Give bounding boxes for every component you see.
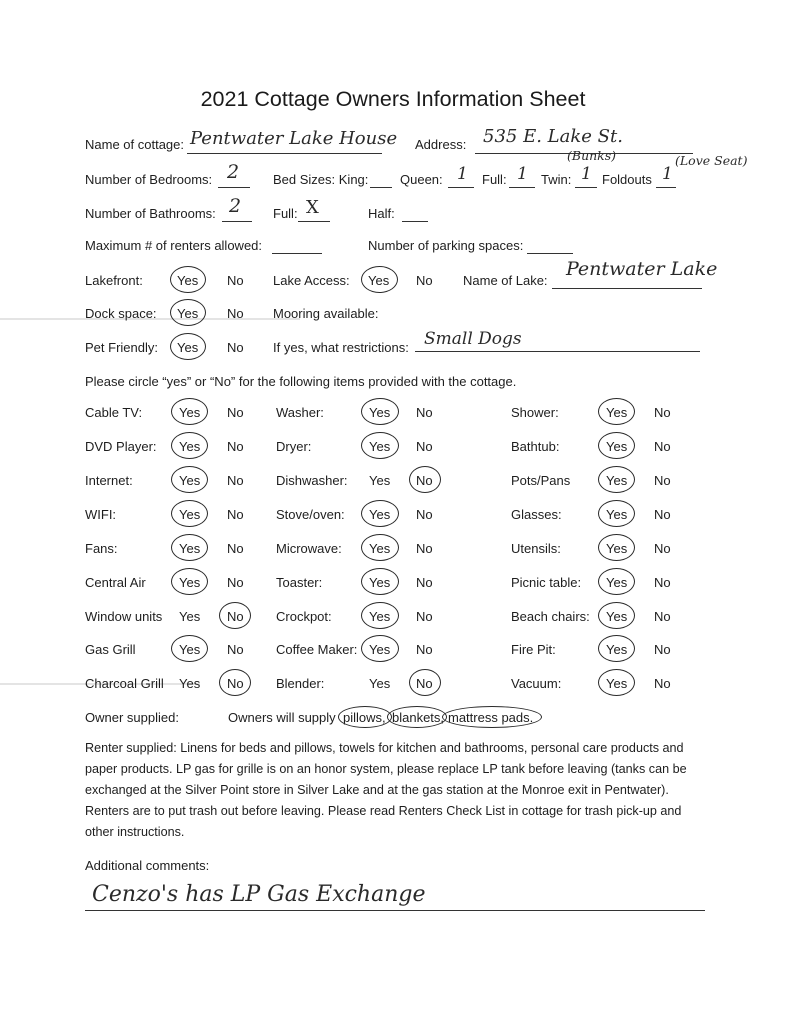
bedrooms-label: Number of Bedrooms:: [85, 172, 213, 187]
amenity-yes: Yes: [369, 676, 391, 691]
blankets-circle: [387, 706, 447, 728]
parking-label: Number of parking spaces:: [368, 238, 524, 253]
amenity-label: Fire Pit:: [511, 642, 556, 657]
answer-circle: [598, 635, 635, 662]
amenity-label: Washer:: [276, 405, 324, 420]
amenity-no: No: [416, 609, 433, 624]
answer-circle: [598, 669, 635, 696]
answer-circle: [171, 534, 208, 561]
king-line: [370, 187, 392, 188]
dock-yes: Yes: [177, 306, 199, 321]
answer-circle: [598, 398, 635, 425]
amenity-yes: Yes: [369, 609, 391, 624]
amenity-no: No: [416, 676, 433, 691]
amenity-no: No: [227, 405, 244, 420]
amenity-label: Charcoal Grill: [85, 676, 164, 691]
amenity-yes: Yes: [606, 541, 628, 556]
pet-label: Pet Friendly:: [85, 340, 158, 355]
dock-label: Dock space:: [85, 306, 157, 321]
answer-circle: [598, 534, 635, 561]
amenity-label: DVD Player:: [85, 439, 157, 454]
amenity-no: No: [416, 575, 433, 590]
amenity-no: No: [227, 575, 244, 590]
lakefront-label: Lakefront:: [85, 273, 143, 288]
amenity-label: Bathtub:: [511, 439, 560, 454]
amenity-label: Fans:: [85, 541, 118, 556]
half-line: [402, 221, 428, 222]
amenity-label: Coffee Maker:: [276, 642, 358, 657]
amenity-label: Shower:: [511, 405, 559, 420]
max-renters-label: Maximum # of renters allowed:: [85, 238, 263, 253]
dock-no: No: [227, 306, 244, 321]
amenity-yes: Yes: [179, 676, 201, 691]
amenity-yes: Yes: [606, 507, 628, 522]
amenity-yes: Yes: [606, 405, 628, 420]
amenity-label: Beach chairs:: [511, 609, 590, 624]
amenity-yes: Yes: [179, 575, 201, 590]
renter-supplied-paragraph: Renter supplied: Linens for beds and pillows, towels for kitchen and bathrooms, personal care products and paper products. LP gas for grille is on an honor system, please replace LP tank before leaving (tanks can be exchanged at the Silver Point store in Silver Lake and at the gas station at the Monroe exit in Pentwater). Renters are to put trash out before leaving. Please read Renters Check List in cottage for trash pick-up and other instructions.: [85, 741, 687, 839]
cottage-name-label: Name of cottage:: [85, 137, 184, 152]
parking-line: [527, 253, 573, 254]
foldouts-label: Foldouts: [602, 172, 652, 187]
amenity-label: Dryer:: [276, 439, 312, 454]
answer-circle: [171, 500, 208, 527]
pet-yes: Yes: [177, 340, 199, 355]
bath-full-value: X: [306, 197, 319, 218]
amenity-no: No: [654, 642, 671, 657]
answer-circle: [361, 602, 399, 629]
amenity-yes: Yes: [179, 541, 201, 556]
amenity-no: No: [654, 473, 671, 488]
pet-restrictions-label: If yes, what restrictions:: [273, 340, 409, 355]
answer-circle: [171, 635, 208, 662]
amenity-yes: Yes: [606, 642, 628, 657]
amenity-label: Gas Grill: [85, 642, 136, 657]
amenity-yes: Yes: [369, 473, 391, 488]
amenity-label: Window units: [85, 609, 163, 624]
bath-full-line: [298, 221, 330, 222]
additional-comments-label: Additional comments:: [85, 858, 210, 873]
amenity-label: Blender:: [276, 676, 325, 691]
answer-circle: [598, 432, 635, 459]
pet-yes-circle: [170, 333, 206, 360]
amenity-label: Internet:: [85, 473, 133, 488]
amenity-no: No: [227, 507, 244, 522]
amenity-no: No: [654, 541, 671, 556]
mattress-circle: [442, 706, 542, 728]
amenity-yes: Yes: [369, 405, 391, 420]
additional-comments-value: Cenzo's has LP Gas Exchange: [92, 882, 426, 907]
amenity-yes: Yes: [606, 473, 628, 488]
lakefront-yes-circle: [170, 266, 206, 293]
amenity-label: Crockpot:: [276, 609, 332, 624]
bed-sizes-label: Bed Sizes: King:: [273, 172, 369, 187]
address-label: Address:: [415, 137, 467, 152]
answer-circle: [361, 635, 399, 662]
answer-circle: [598, 500, 635, 527]
lake-access-yes-circle: [361, 266, 398, 293]
amenity-label: Glasses:: [511, 507, 562, 522]
amenity-no: No: [227, 439, 244, 454]
dock-yes-circle: [170, 299, 206, 326]
amenity-yes: Yes: [179, 405, 201, 420]
amenity-yes: Yes: [369, 541, 391, 556]
twin-label: Twin:: [541, 172, 572, 187]
full-line: [509, 187, 535, 188]
queen-value: 1: [457, 164, 468, 184]
amenity-no: No: [227, 473, 244, 488]
amenity-label: Central Air: [85, 575, 146, 590]
address-value: 535 E. Lake St.: [483, 126, 623, 147]
answer-circle: [361, 500, 399, 527]
amenity-no: No: [654, 609, 671, 624]
amenity-yes: Yes: [369, 575, 391, 590]
answer-circle: [171, 432, 208, 459]
owner-supplied-label: Owner supplied:: [85, 710, 179, 725]
amenity-yes: Yes: [179, 507, 201, 522]
pet-no: No: [227, 340, 244, 355]
amenity-label: WIFI:: [85, 507, 117, 522]
answer-circle: [219, 602, 251, 629]
page-title: 2021 Cottage Owners Information Sheet: [200, 87, 586, 111]
lake-name-label: Name of Lake:: [463, 273, 548, 288]
lakefront-yes: Yes: [177, 273, 199, 288]
amenity-no: No: [654, 575, 671, 590]
answer-circle: [171, 398, 208, 425]
amenity-no: No: [416, 541, 433, 556]
amenity-yes: Yes: [606, 609, 628, 624]
bedrooms-line: [218, 187, 250, 188]
amenity-no: No: [227, 642, 244, 657]
bathrooms-value: 2: [229, 195, 242, 217]
pet-restrictions-line: [415, 351, 700, 352]
amenity-yes: Yes: [369, 507, 391, 522]
pillows-circle: [338, 706, 392, 728]
lake-name-value: Pentwater Lake: [566, 258, 718, 280]
amenity-label: Dishwasher:: [276, 473, 348, 488]
twin-line: [575, 187, 597, 188]
answer-circle: [409, 466, 441, 493]
answer-circle: [361, 568, 399, 595]
instructions: Please circle “yes” or “No” for the following items provided with the cottage.: [85, 374, 517, 389]
amenity-yes: Yes: [606, 676, 628, 691]
amenity-no: No: [416, 642, 433, 657]
amenity-no: No: [416, 439, 433, 454]
amenity-no: No: [416, 473, 433, 488]
bath-full-label: Full:: [273, 206, 298, 221]
amenity-no: No: [227, 676, 244, 691]
answer-circle: [219, 669, 251, 696]
twin-value: 1: [581, 164, 592, 184]
half-label: Half:: [368, 206, 395, 221]
bedrooms-value: 2: [227, 161, 240, 183]
mooring-label: Mooring available:: [273, 306, 379, 321]
amenity-yes: Yes: [179, 642, 201, 657]
foldouts-line: [656, 187, 676, 188]
answer-circle: [598, 466, 635, 493]
answer-circle: [171, 568, 208, 595]
amenity-label: Picnic table:: [511, 575, 582, 590]
amenity-no: No: [654, 439, 671, 454]
amenity-label: Vacuum:: [511, 676, 562, 691]
answer-circle: [598, 568, 635, 595]
bathrooms-line: [222, 221, 252, 222]
amenity-label: Utensils:: [511, 541, 561, 556]
queen-label: Queen:: [400, 172, 443, 187]
foldouts-value: 1: [662, 164, 673, 184]
additional-comments-line: [85, 910, 705, 911]
twin-note: (Bunks): [567, 148, 617, 163]
lake-access-no: No: [416, 273, 433, 288]
lake-name-line: [552, 288, 702, 289]
answer-circle: [361, 432, 399, 459]
amenity-label: Microwave:: [276, 541, 342, 556]
amenity-no: No: [654, 405, 671, 420]
amenity-no: No: [416, 507, 433, 522]
amenity-yes: Yes: [179, 473, 201, 488]
amenity-label: Stove/oven:: [276, 507, 345, 522]
owner-supplied-prefix: Owners will supply: [228, 710, 336, 725]
answer-circle: [361, 398, 399, 425]
queen-line: [448, 187, 474, 188]
cottage-name-line: [187, 153, 382, 154]
amenity-yes: Yes: [606, 439, 628, 454]
amenity-no: No: [227, 609, 244, 624]
foldouts-note: (Love Seat): [675, 153, 748, 168]
amenity-label: Cable TV:: [85, 405, 143, 420]
amenity-yes: Yes: [179, 439, 201, 454]
bathrooms-label: Number of Bathrooms:: [85, 206, 216, 221]
lakefront-no: No: [227, 273, 244, 288]
amenity-no: No: [654, 507, 671, 522]
amenity-no: No: [416, 405, 433, 420]
lake-access-label: Lake Access:: [273, 273, 350, 288]
amenity-yes: Yes: [369, 642, 391, 657]
full-label: Full:: [482, 172, 507, 187]
amenity-no: No: [654, 676, 671, 691]
owner-item-pillows: pillows,: [343, 710, 386, 725]
owner-item-mattress: mattress pads.: [448, 710, 534, 725]
amenity-no: No: [227, 541, 244, 556]
pet-restrictions-value: Small Dogs: [424, 329, 522, 349]
answer-circle: [598, 602, 635, 629]
owner-item-blankets: blankets,: [392, 710, 445, 725]
amenity-yes: Yes: [606, 575, 628, 590]
amenity-label: Toaster:: [276, 575, 323, 590]
answer-circle: [171, 466, 208, 493]
full-value: 1: [517, 164, 528, 184]
lake-access-yes: Yes: [368, 273, 390, 288]
max-renters-line: [272, 253, 322, 254]
answer-circle: [409, 669, 441, 696]
cottage-name-value: Pentwater Lake House: [190, 128, 398, 149]
amenity-yes: Yes: [179, 609, 201, 624]
amenity-label: Pots/Pans: [511, 473, 571, 488]
answer-circle: [361, 534, 399, 561]
amenity-yes: Yes: [369, 439, 391, 454]
